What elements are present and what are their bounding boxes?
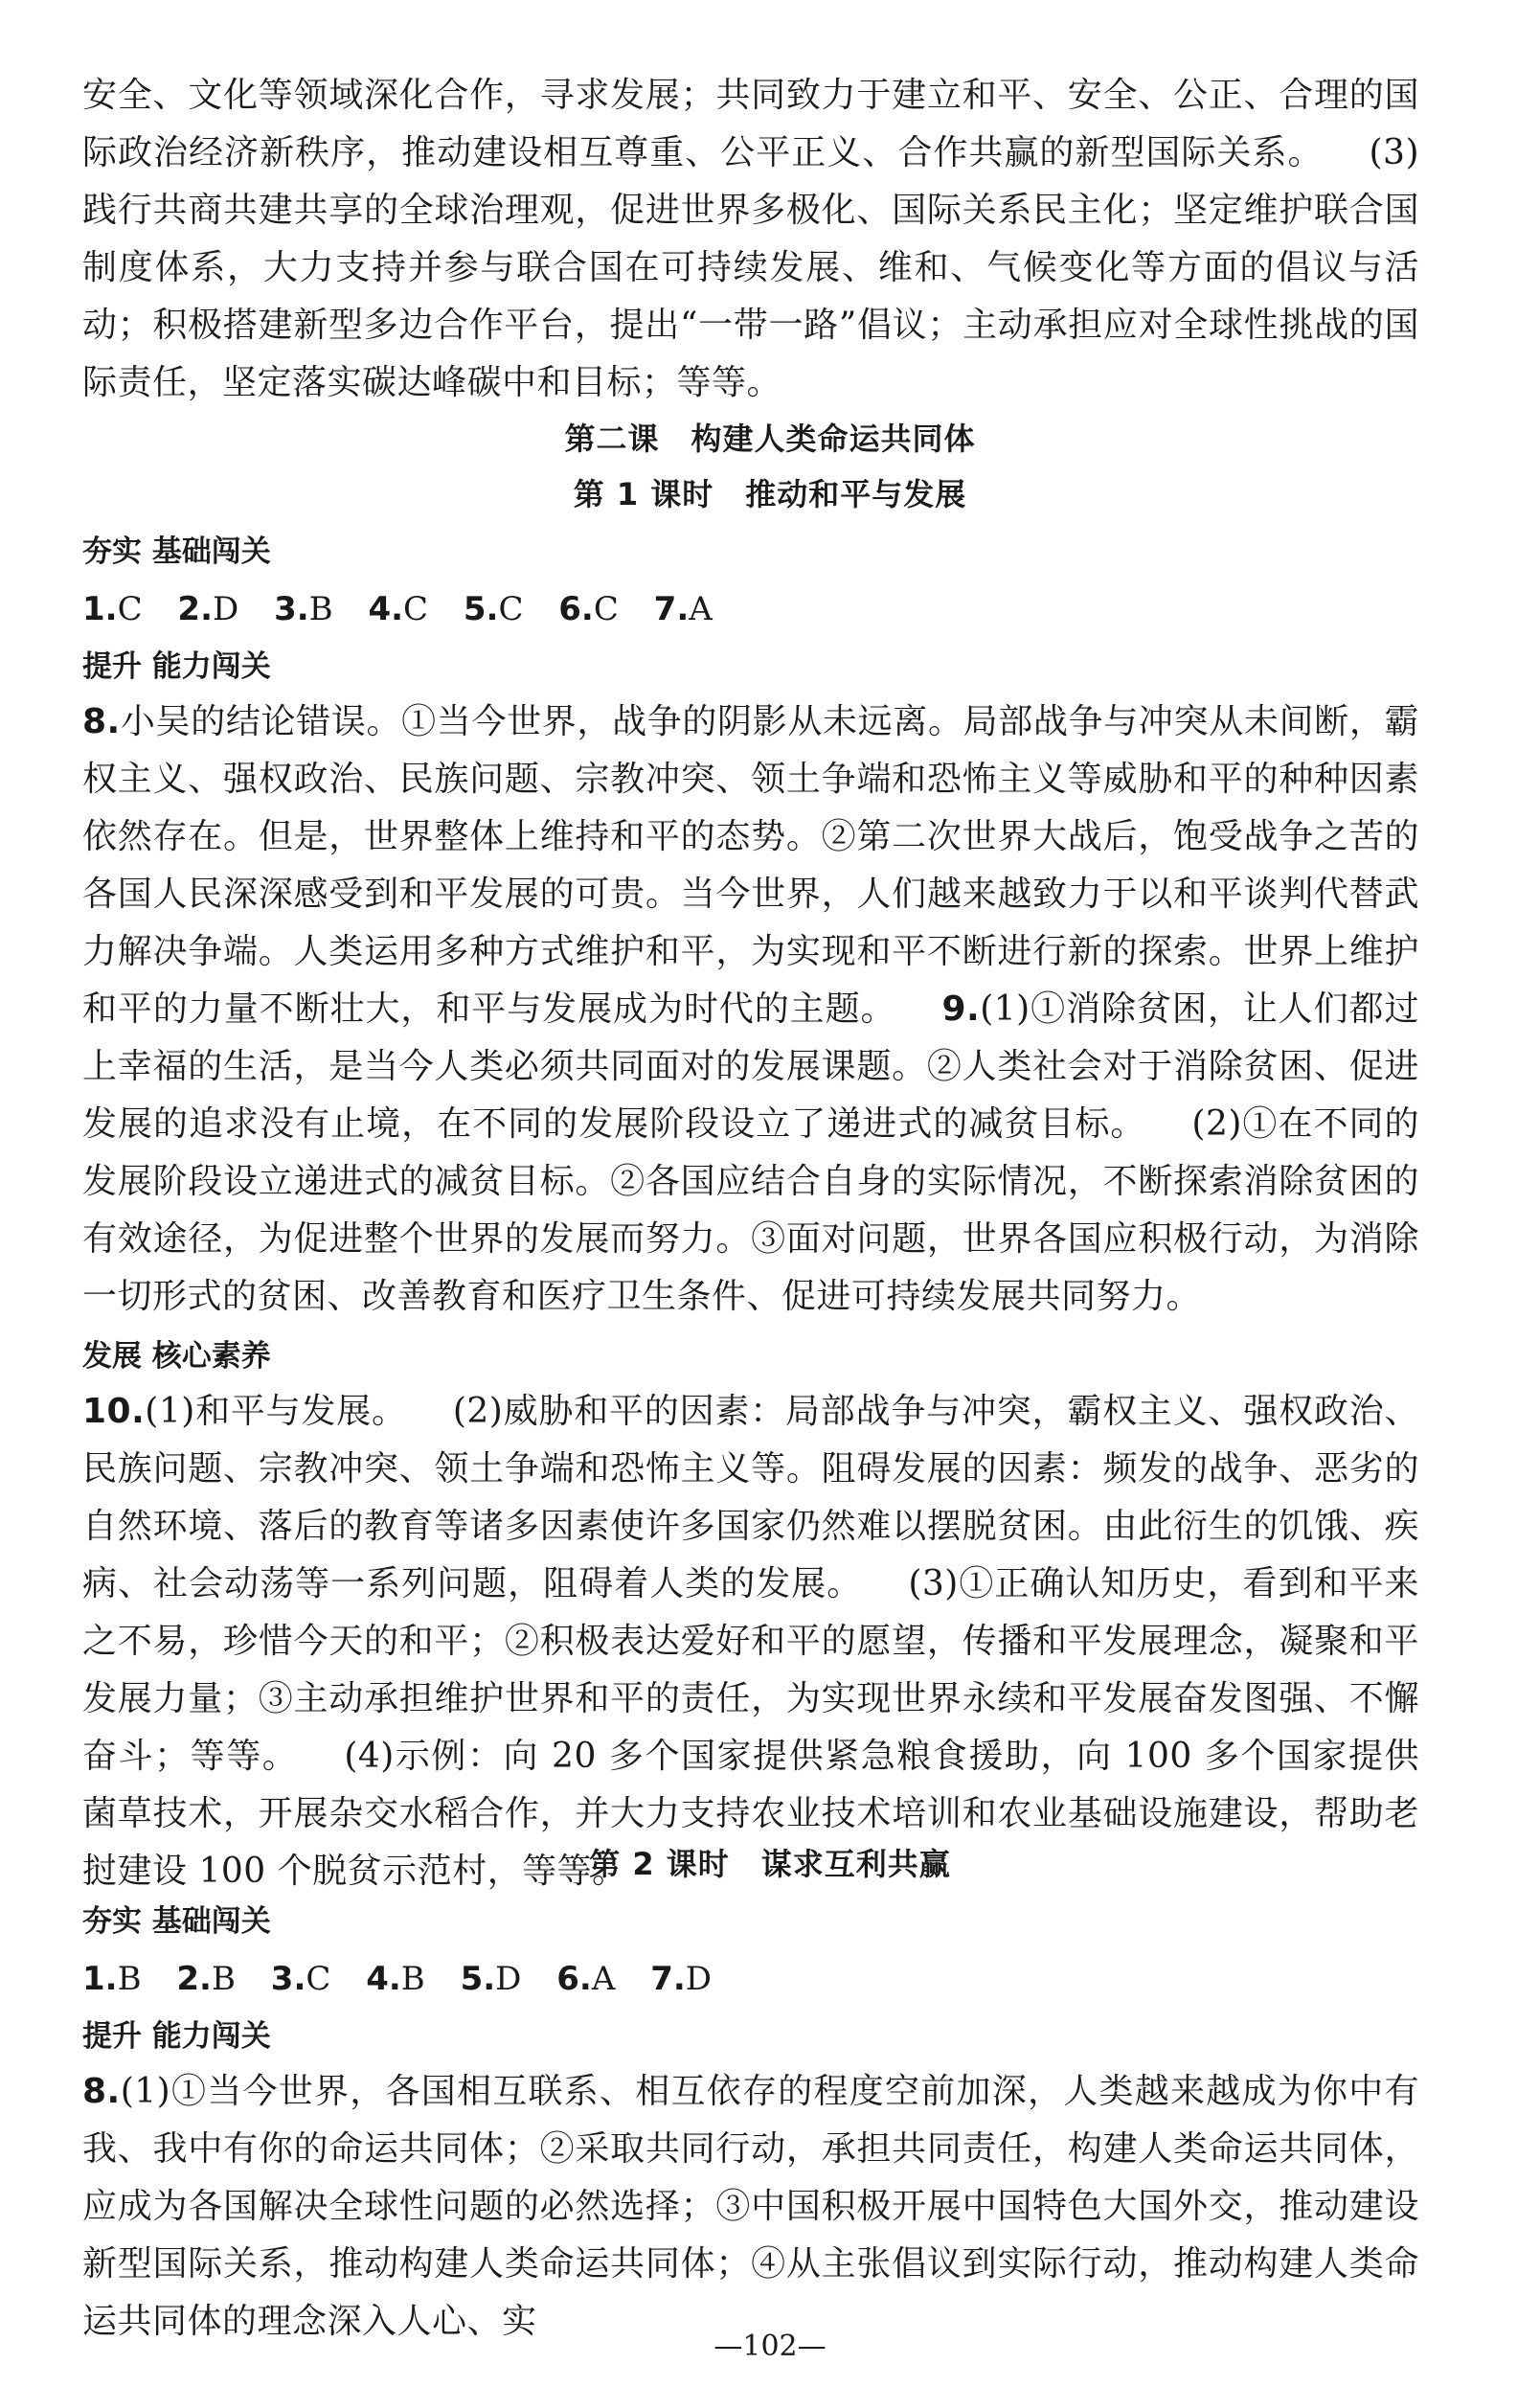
answer-item: 5.D bbox=[460, 1960, 522, 1998]
q10-part-2: (2)威胁和平的因素：局部战争与冲突，霸权主义、强权政治、民族问题、宗教冲突、领土争端和恐怖主义等。阻碍发展的因素：频发的战争、恶劣的自然环境、落后的教育等诸多因素使许多国家仍然难以摆脱贫困。由此衍生的饥饿、疾病、社会动荡等一系列问题，阻碍着人类的发展。 bbox=[82, 1392, 1419, 1603]
continuation-text: 安全、文化等领域深化合作，寻求发展；共同致力于建立和平、安全、公正、合理的国际政治经济新秩序，推动建设相互尊重、公平正义、合作共赢的新型国际关系。 bbox=[82, 76, 1419, 172]
continuation-paragraph bbox=[82, 67, 1419, 412]
q9-number: 9. bbox=[941, 989, 981, 1029]
q8-text: 小吴的结论错误。①当今世界，战争的阴影从未远离。局部战争与冲突从未间断，霸权主义、强权政治、民族问题、宗教冲突、领土争端和恐怖主义等威胁和平的种种因素依然存在。但是，世界整体上维持和平的态势。②第二次世界大战后，饱受战争之苦的各国人民深深感受到和平发展的可贵。当今世界，人们越来越致力于以和平谈判代替武力解决争端。人类运用多种方式维护和平，为实现和平不断进行新的探索。世界上维护和平的力量不断壮大，和平与发展成为时代的主题。 bbox=[82, 702, 1419, 1029]
lesson-title: 第二课 构建人类命运共同体 bbox=[564, 421, 976, 457]
core-heading: 发展 核心素养 bbox=[82, 1339, 271, 1374]
answer-item: 2.B bbox=[176, 1960, 236, 1998]
basic-heading-1: 夯实 基础闯关 bbox=[82, 534, 271, 569]
answer-item: 1.C bbox=[82, 590, 143, 628]
answer-8-9 bbox=[82, 693, 1419, 1326]
answer-item: 4.C bbox=[368, 590, 429, 628]
p2-q8-number: 8. bbox=[82, 2072, 121, 2111]
ability-heading-1: 提升 能力闯关 bbox=[82, 649, 271, 684]
q10-part-4: (4)示例：向 20 多个国家提供紧急粮食援助，向 100 多个国家提供菌草技术，开展杂交水稻合作，并大力支持农业技术培训和农业基础设施建设，帮助老挝建设 100 个脱贫示范村，等等。 bbox=[82, 1737, 1419, 1891]
answer-item: 2.D bbox=[177, 590, 239, 628]
q9-text-b: (2)①在不同的发展阶段设立递进式的减贫目标。②各国应结合自身的实际情况，不断探索消除贫困的有效途径，为促进整个世界的发展而努力。③面对问题，世界各国应积极行动，为消除一切形式的贫困、改善教育和医疗卫生条件、促进可持续发展共同努力。 bbox=[82, 1104, 1419, 1316]
period-2-answer-8 bbox=[82, 2063, 1419, 2351]
page-number: —102— bbox=[713, 2330, 827, 2363]
answer-item: 7.A bbox=[653, 590, 713, 628]
answer-item: 3.C bbox=[270, 1960, 331, 1998]
q9-text: (1)①消除贫困，让人们都过上幸福的生活，是当今人类必须共同面对的发展课题。②人类社会对于消除贫困、促进发展的追求没有止境，在不同的发展阶段设立了递进式的减贫目标。 bbox=[82, 989, 1419, 1144]
continuation-text-b: (3)践行共商共建共享的全球治理观，促进世界多极化、国际关系民主化；坚定维护联合国制度体系，大力支持并参与联合国在可持续发展、维和、气候变化等方面的倡议与活动；积极搭建新型多边合作平台，提出“一带一路”倡议；主动承担应对全球性挑战的国际责任，坚定落实碳达峰碳中和目标；等等。 bbox=[82, 133, 1419, 402]
q10-part-1: (1)和平与发展。 bbox=[145, 1392, 407, 1431]
answer-key-2 bbox=[82, 1960, 736, 1998]
basic-heading-2: 夯实 基础闯关 bbox=[82, 1904, 271, 1939]
answer-item: 3.B bbox=[274, 590, 333, 628]
q8-number: 8. bbox=[82, 702, 121, 741]
period-1-title: 第 1 课时 推动和平与发展 bbox=[573, 476, 967, 512]
answer-item: 6.A bbox=[556, 1960, 616, 1998]
q10-number: 10. bbox=[82, 1392, 146, 1431]
answer-item: 7.D bbox=[650, 1960, 713, 1998]
answer-key-1 bbox=[82, 590, 737, 628]
answer-item: 5.C bbox=[463, 590, 524, 628]
answer-10 bbox=[82, 1383, 1419, 1900]
answer-item: 1.B bbox=[82, 1960, 142, 1998]
period-2-title: 第 2 课时 谋求互利共赢 bbox=[589, 1846, 951, 1882]
answer-item: 4.B bbox=[366, 1960, 425, 1998]
p2-q8-text: (1)①当今世界，各国相互联系、相互依存的程度空前加深，人类越来越成为你中有我、我中有你的命运共同体；②采取共同行动，承担共同责任，构建人类命运共同体，应成为各国解决全球性问题的必然选择；③中国积极开展中国特色大国外交，推动建设新型国际关系，推动构建人类命运共同体；④从主张倡议到实际行动，推动构建人类命运共同体的理念深入人心、实 bbox=[82, 2072, 1419, 2341]
answer-item: 6.C bbox=[558, 590, 619, 628]
ability-heading-2: 提升 能力闯关 bbox=[82, 2019, 271, 2054]
q10-part-3: (3)①正确认知历史，看到和平来之不易，珍惜今天的和平；②积极表达爱好和平的愿望，传播和平发展理念，凝聚和平发展力量；③主动承担维护世界和平的责任，为实现世界永续和平发展奋发图强、不懈奋斗；等等。 bbox=[82, 1564, 1419, 1776]
